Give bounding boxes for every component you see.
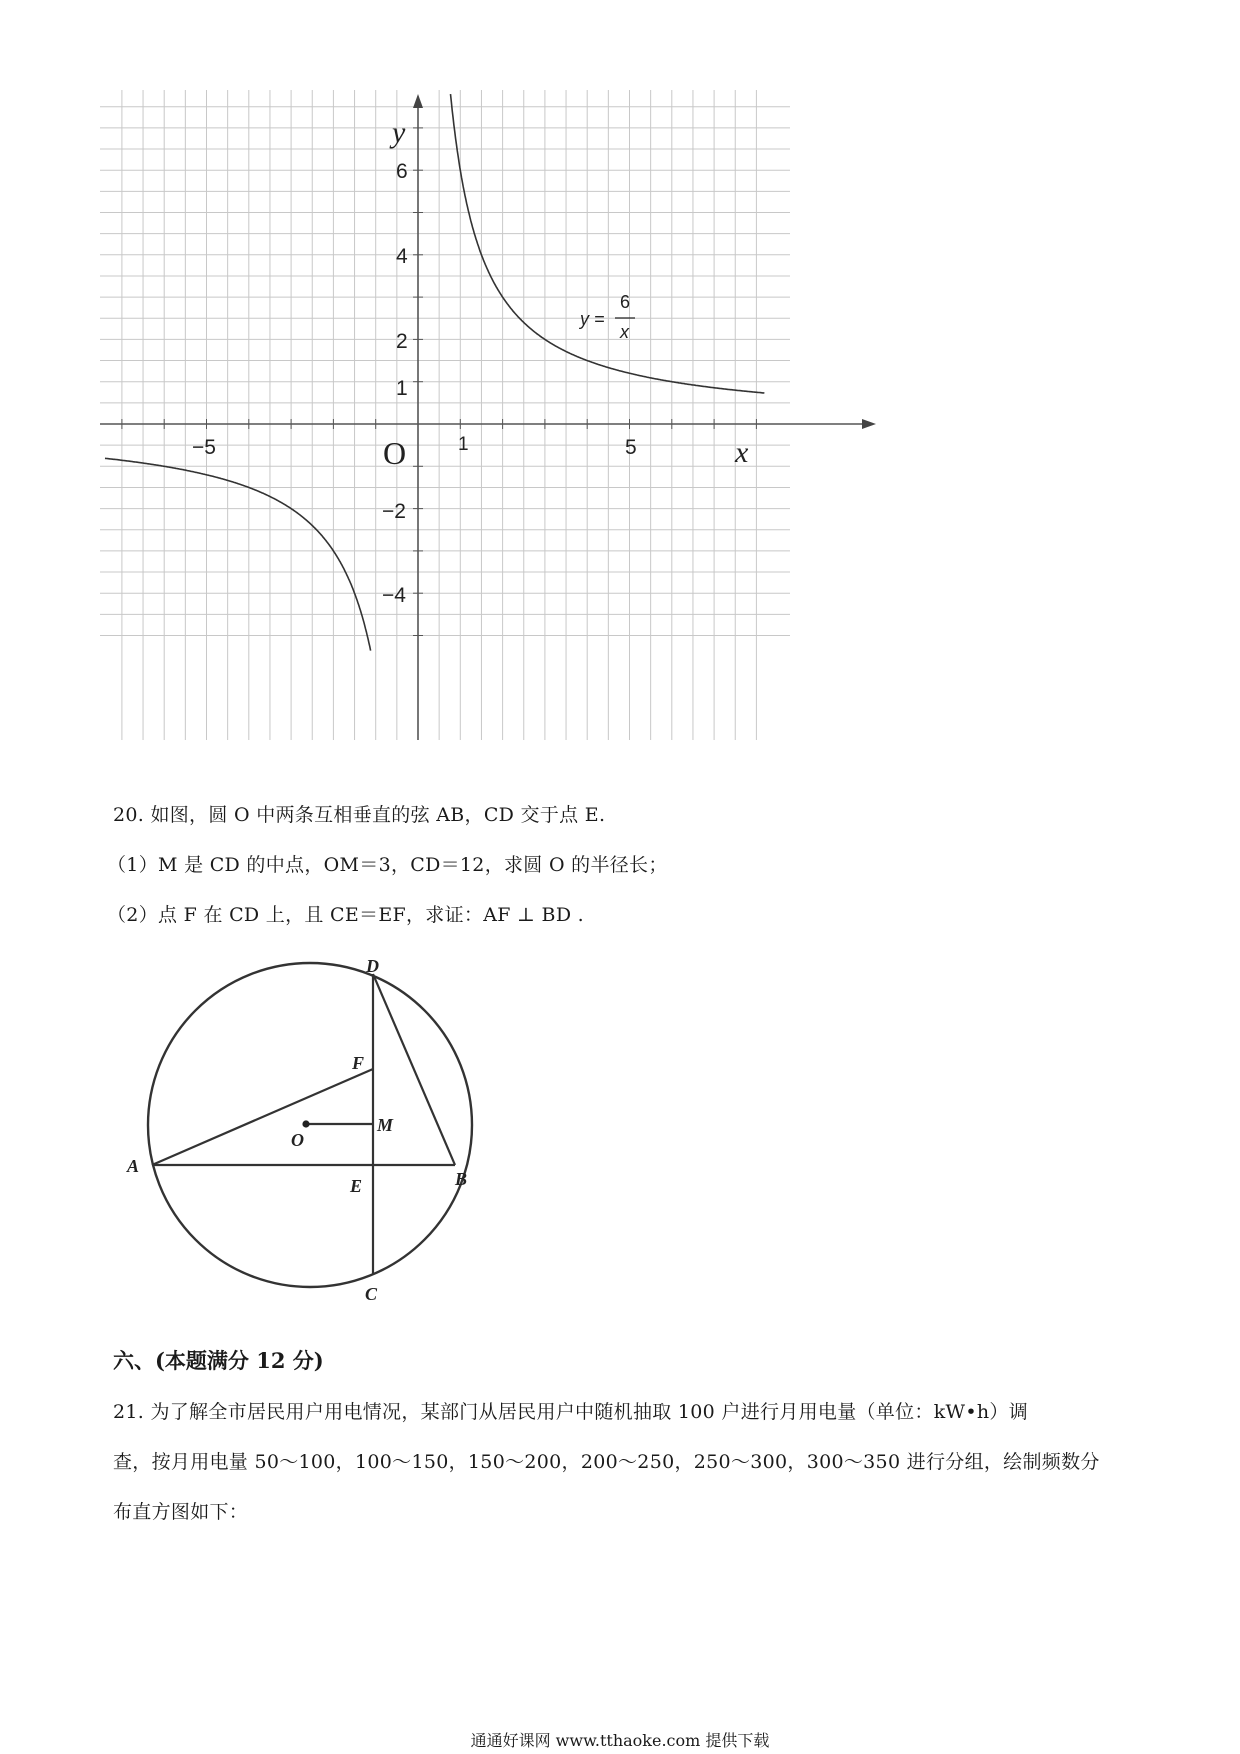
q20-part1: （1）M 是 CD 的中点，OM＝3，CD＝12，求圆 O 的半径长； [107,854,668,876]
y-tick-label: 6 [396,160,408,183]
circle-chords-figure [115,960,495,1310]
x-tick-label: −5 [192,436,216,459]
label-o: O [291,1130,304,1150]
y-tick-label: 2 [396,330,408,353]
origin-label: O [383,435,407,471]
segment-af [152,1069,373,1165]
reciprocal-function-graph [100,90,900,740]
label-e: E [350,1176,363,1196]
label-c: C [365,1284,378,1304]
y-tick-label: −2 [382,500,406,523]
section-title: 六、(本题满分 12 分) [113,1348,324,1373]
q21-line3: 布直方图如下： [113,1501,249,1523]
q20-part2: （2）点 F 在 CD 上，且 CE＝EF，求证：AF ⊥ BD . [107,904,585,926]
footer-source: 通通好课网 www.tthaoke.com 提供下载 [470,1731,770,1750]
label-f: F [352,1053,365,1073]
x-axis-label: x [735,436,749,469]
q20-stem: 20. 如图，圆 O 中两条互相垂直的弦 AB，CD 交于点 E. [113,804,606,826]
center-point-o [302,1120,309,1127]
y-axis-label: y [392,116,406,149]
segment-bd [373,974,455,1165]
function-label-numerator: 6 [620,292,631,312]
y-tick-label: −4 [382,584,406,607]
y-tick-label: 1 [396,377,408,400]
function-label-denominator: x [620,322,629,342]
label-m: M [377,1115,394,1135]
q21-line1: 21. 为了解全市居民用户用电情况，某部门从居民用户中随机抽取 100 户进行月用电量（单位：kW•h）调 [113,1401,1028,1423]
label-a: A [127,1156,140,1176]
label-d: D [366,960,379,976]
function-label-lhs: y = [580,309,605,329]
hyperbola-branch-positive [451,94,765,393]
y-tick-label: 4 [396,245,408,268]
x-tick-label: 1 [458,434,469,455]
x-tick-label: 5 [625,436,637,459]
q21-line2: 查，按月用电量 50～100，100～150，150～200，200～250，250～300，300～350 进行分组，绘制频数分 [113,1451,1100,1473]
grid-lines [100,90,790,740]
y-axis-arrow [413,94,423,108]
function-label [578,292,635,342]
x-axis-arrow [862,419,876,429]
label-b: B [455,1169,468,1189]
